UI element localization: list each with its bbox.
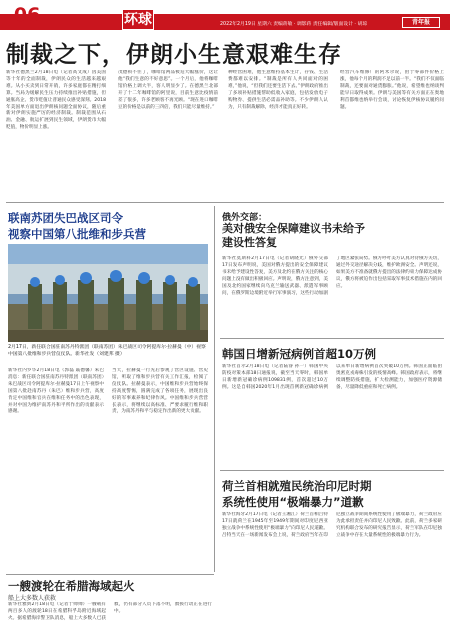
dateline: 2022年2月19日 星期六 责编蒋敏 · 调影蒋 责任编辑/版面设计 · 胡琼 [220,22,368,27]
photo-headline-1: 联南苏团失巴战区司令 [8,211,123,225]
main-story-col3: 种经营困难，他生意维持基本生计，存钱、生活费都难以安排。“制裁是所有人共同面对的困难，”他说，“但我们还要生活下去。”伊朗政府推出了多项补贴措施帮助低收入家庭，包括发放电子购物券、提供生活必需品补助等。不少伊朗人认为，只有制裁解除，经济才能真正好转。 [228,70,328,110]
section-label: 环球 [122,9,154,30]
newspaper-logo: 青年报 [402,17,440,28]
netherlands-headline-1: 荷兰首相就殖民统治印尼时期 [222,479,372,493]
divider [220,470,444,471]
main-story-col1: 新华社德黑兰2月18日电（记者高文成）因美国等十年的全面制裁，伊朗民众的生活越来越艰难。从小买卖到日常开销，许多家庭都在精打细算。当局为缓解民生压力持续推出补贴措施，但通胀高企、货币贬值让普通民众感受深刻。2018年美国单方面退出伊朗核问题全面协议，随后重新对伊朗实施严厉的经济制裁。制裁范围从石油、金融、航运扩展到民生领域，伊朗货币大幅贬值，物价明显上涨。 [6,70,106,131]
ferry-headline: 一艘渡轮在希腊海域起火 [8,579,135,593]
main-story-col4: 经营汽车维修厂的阿米尔说，由于零部件价格上涨，他每个月的利润不足以前一半。“我们不仅面临制裁，还要面对通货膨胀。”他说，希望维也纳谈判能早日取得成果。伊朗与美国等有关方面正在奥地利首都维也纳举行会谈，讨论恢复伊核协议履约问题。 [340,70,444,110]
main-headline: 制裁之下，伊朗小生意艰难生存 [6,42,342,68]
netherlands-story-body: 新华社海牙2月17日电（记者王湘江）荷兰首相吕特17日就荷兰在1945年至1949年期间对印度尼西亚独立战争中系统性使用“极端暴力”向印尼人民道歉。吕特当天在一场新闻发布会上说，荷兰政府当年在印尼独立战争期间系统性使用了极端暴力，荷兰政府应为此承担责任并向印尼人民致歉。此前，荷兰多家研究机构联合发布的研究报告显示，荷兰军队在印尼独立战争中存在大量系统性的极端暴力行为。 [222,512,442,538]
netherlands-headline-2: 系统性使用“极端暴力”道歉 [222,495,364,509]
russia-headline-2: 美对俄安全保障建议书未给予建设性答复 [222,222,365,249]
photo-story-col1: 新华社内罗毕2月18日电（郭磊 戚德馨）朱巴消息：新任联合国驻南苏丹特派团（联南苏团）朱巴战区司令阿提库尔·拉赫曼17日上午视察中国第八批赴南苏丹（朱巴）维和步兵营，高度肯定中国维和官兵在维和任务中的出色表现，并对中国为维护南苏丹和平所作出的贡献表示感谢。 [8,368,104,415]
peacekeepers-photo [8,244,208,342]
photo-headline-2: 视察中国第八批维和步兵营 [8,227,146,241]
column-divider [214,206,215,572]
ferry-story-body: 新华社雅典2月18日电（记者于帅帅）一艘载有两百多人的渡轮18日在希腊科孚岛附近海域起火。据希腊海岸警卫队消息，船上大多数人已获救，仍有部分人员下落不明，救援行动正在进行中。 [8,602,212,621]
photo-caption: 2月17日，新任联合国驻南苏丹特派团（联南苏团）朱巴战区司令阿提库尔·拉赫曼（中）视察中国第八批维和步兵营仪仗队。新华社发（刘建邦 摄） [8,345,206,357]
ferry-subhead: 船上大多数人获救 [8,595,57,602]
divider [220,338,444,339]
page-number: -06 [6,4,41,26]
russia-headline-1: 俄外交部： [222,213,268,223]
photo-story-col2: 当天，拉赫曼一行先后参观了营区设施、营史馆，听取了维和步兵营有关工作汇报，检阅了仪仗队。拉赫曼表示，中国维和步兵营始终保持高度警惕，圆满完成了各项任务，展现出良好的军事素养和纪律作风。中国维和步兵营营长表示，将继续以高标准、严要求履行维和职责，为南苏丹和平与稳定作出新的更大贡献。 [112,368,208,415]
korea-headline: 韩国日增新冠病例首超10万例 [222,347,377,361]
divider [6,202,444,203]
divider [6,574,214,575]
main-story-col2: 茂德祺不住了，咖啡馆两品被迫大幅涨价，这让他“我们生意的不好意思”。一个月后，他将咖啡馆价格上调大半，客人明显少了。在德黑兰北部开了十二年咖啡馆的阿里说，目前生意比疫情前差了很多，许多老顾客不再光顾。“现在进口咖啡豆的价格是以前的三四倍，我们只能尽量维持。” [118,70,218,110]
russia-story-body: 新华社莫斯科2月17日电（记者胡晓光）俄外交部17日发布声明说，美国对俄方提出的安全保障建议书未给予建设性答复，美方及北约在俄方关注的核心问题上没有做出积极回应。声明说，俄方注意到，美国及北约国家继续向乌克兰输送武器、派遣军事顾问，在俄罗斯边境附近举行军事演习，这些行动加剧了地区紧张局势。俄方呼吁美方认真对待俄方关切，通过外交途径解决分歧，维护欧洲安全。声明还说，如果美方不准备就俄方提出的法律约束力保障达成协议，俄方将被迫作出包括采取军事技术措施在内的回应。 [222,256,442,296]
korea-story-body: 新华社首尔2月18日电（记者陆睿 孙一）韩国中央防疫对策本部18日通报说，截至当天零时，韩国单日新增新冠确诊病例109831例，首次超过10万例。这是自韩国2020年1月出现首例新冠确诊病例以来单日新增病例首次突破10万例。韩国正面临由奥密克戎毒株引发的疫情高峰。韩国政府表示，将继续调整防疫措施，扩大检测能力，加强医疗资源储备，尽量降低重症和死亡病例。 [222,364,442,390]
